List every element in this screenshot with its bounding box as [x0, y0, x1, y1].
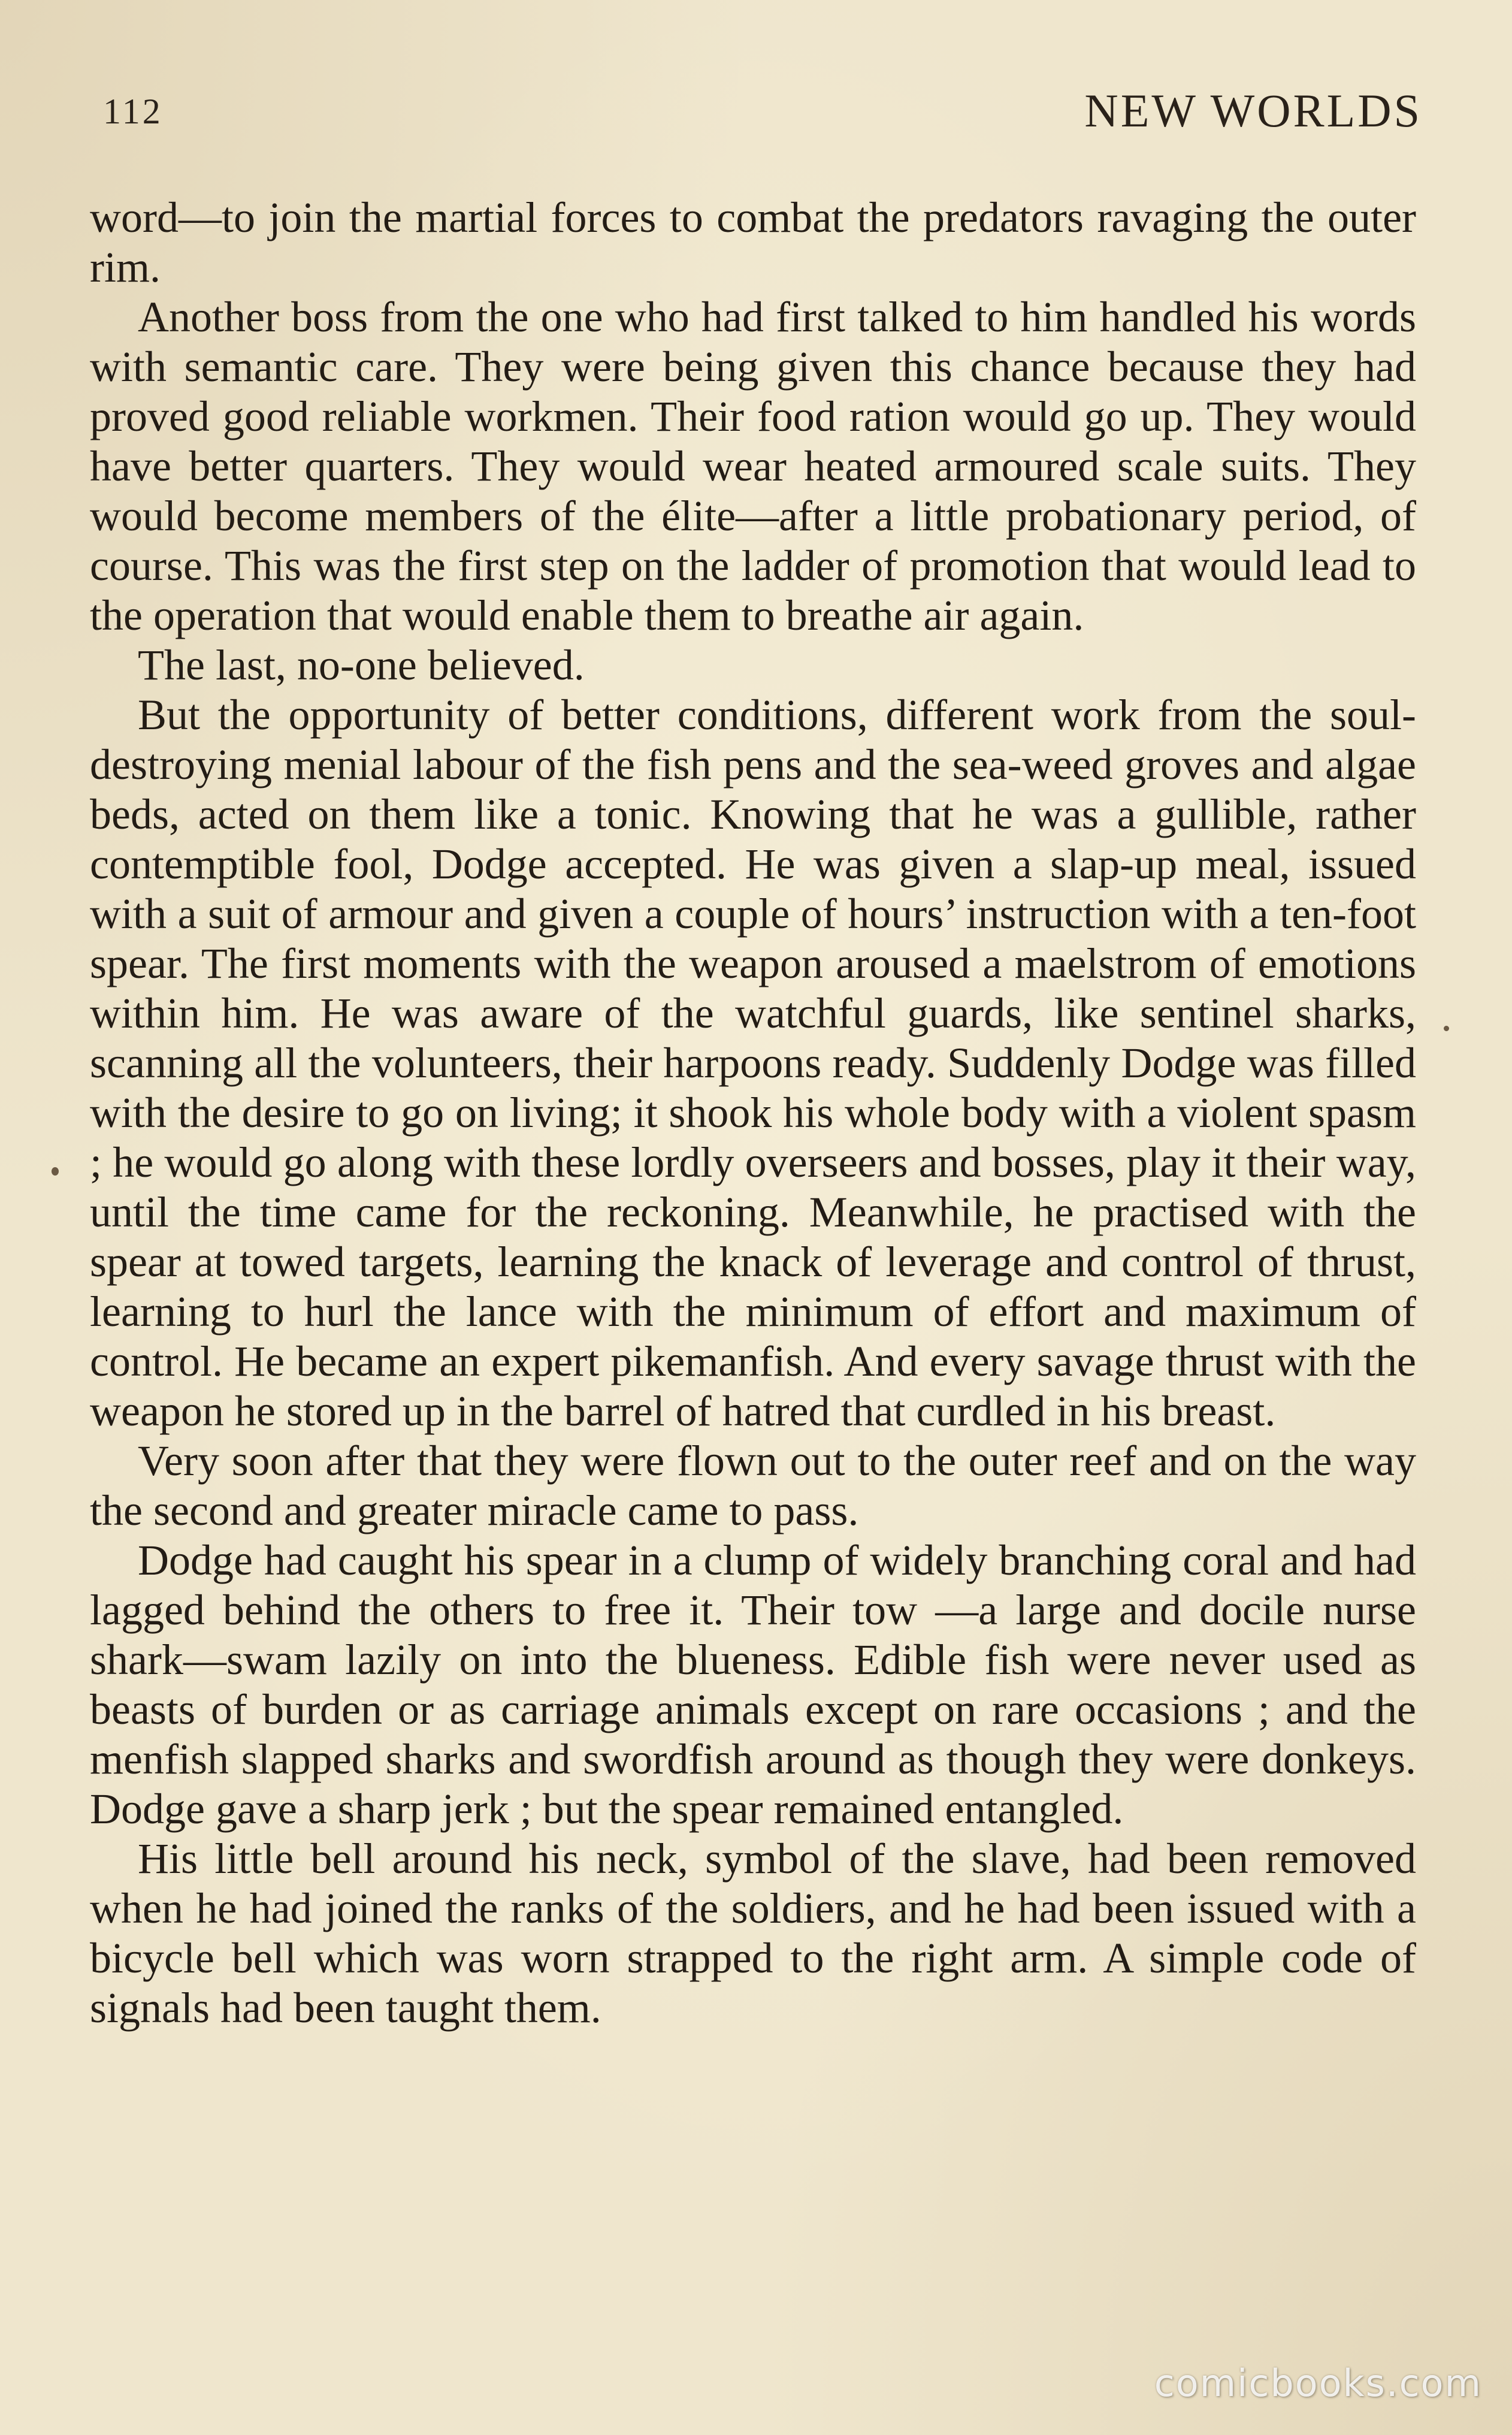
watermark: comicbooks.com [1154, 2361, 1482, 2405]
page-number: 112 [103, 92, 163, 131]
running-head [103, 84, 1422, 150]
paragraph: The last, no-one believed. [138, 641, 585, 689]
paper-speck [1444, 1026, 1449, 1031]
paragraph: Dodge had caught his spear in a clump of widely branching coral and had lagged behind the others to free it. Their tow —a large and docile nurse shark—swam lazily on into the blueness. Edible fish were never used as beasts of burden or as carriage animals except on rare occasions ; and the menfish slapped sharks and swordfish around as though they were donkeys. Dodge gave a sharp jerk ; but the spear remained entangled. [90, 1536, 1416, 1833]
paragraph: His little bell around his neck, symbol of the slave, had been removed when he had joined the ranks of the soldiers, and he had been issued with a bicycle bell which was worn strapped to the right arm. A simple code of signals had been taught them. [90, 1835, 1416, 2032]
paragraph: Very soon after that they were flown out to the outer reef and on the way the second and greater miracle came to pass. [90, 1437, 1416, 1534]
paragraph: But the opportunity of better conditions, different work from the soul-destroying menial labour of the fish pens and the sea-weed groves and algae beds, acted on them like a tonic. Knowing that he was a gullible, rather contemptible fool, Dodge accepted. He was given a slap-up meal, issued with a suit of armour and given a couple of hours’ instruction with a ten-foot spear. The first moments with the weapon aroused a maelstrom of emotions within him. He was aware of the watchful guards, like sentinel sharks, scanning all the volunteers, their harpoons ready. Suddenly Dodge was filled with the desire to go on living; it shook his whole body with a violent spasm ; he would go along with these lordly overseers and bosses, play it their way, until the time came for the reckoning. Meanwhile, he practised with the spear at towed targets, learning the knack of leverage and control of thrust, learning to hurl the lance with the minimum of effort and maximum of control. He became an expert pikemanfish. And every savage thrust with the weapon he stored up in the barrel of hatred that curdled in his breast. [90, 691, 1416, 1435]
body-text [90, 193, 1416, 2033]
paragraph: Another boss from the one who had first talked to him handled his words with semantic care. They were being given this chance because they had proved good reliable workmen. Their food ration would go up. They would have better quarters. They would wear heated armoured scale suits. They would become members of the élite—after a little probationary period, of course. This was the first step on the ladder of promotion that would lead to the operation that would enable them to breathe air again. [90, 293, 1416, 639]
book-title: NEW WORLDS [1084, 84, 1422, 137]
paper-speck [52, 1167, 59, 1176]
paragraph-continued: word—to join the martial forces to combat the predators ravaging the outer rim. [90, 194, 1416, 291]
